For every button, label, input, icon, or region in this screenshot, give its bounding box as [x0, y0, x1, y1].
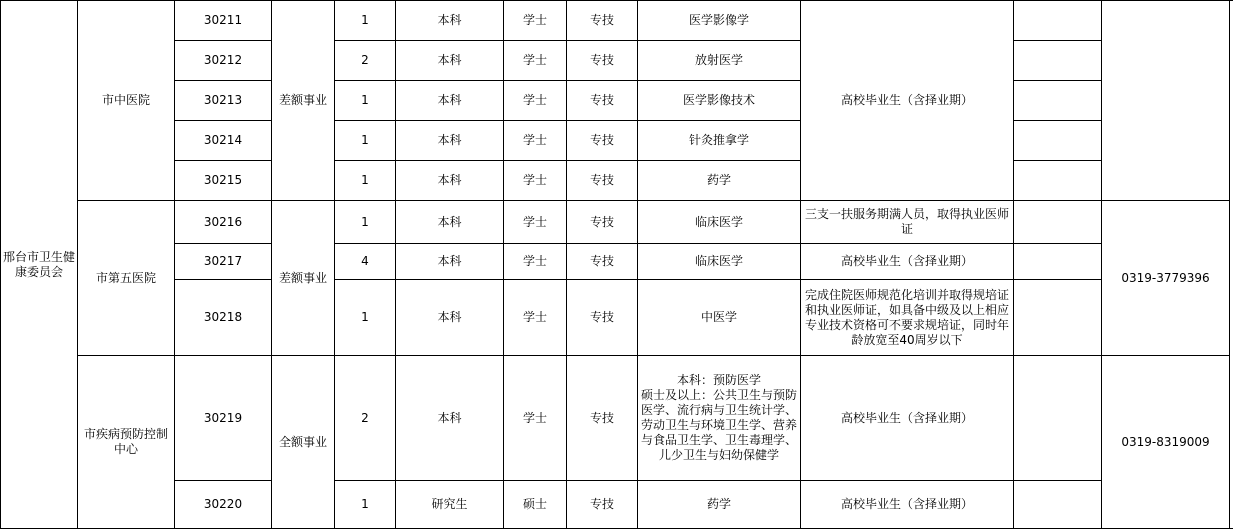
education-cell: 本科	[396, 356, 504, 481]
position-code-cell: 30216	[175, 201, 272, 244]
degree-cell: 硕士	[504, 481, 567, 529]
condition-cell: 高校毕业生（含择业期）	[801, 244, 1014, 280]
empty-cell	[1014, 121, 1102, 161]
empty-cell	[1014, 356, 1102, 481]
empty-cell	[1014, 1, 1102, 41]
condition-cell: 三支一扶服务期满人员，取得执业医师证	[801, 201, 1014, 244]
major-cell: 针灸推拿学	[638, 121, 801, 161]
headcount-cell: 1	[335, 121, 396, 161]
position-code-cell: 30213	[175, 81, 272, 121]
headcount-cell: 1	[335, 161, 396, 201]
funding-type-cell: 差额事业	[272, 1, 335, 201]
table-row	[1, 481, 1233, 529]
education-cell: 本科	[396, 81, 504, 121]
empty-cell	[1014, 201, 1102, 244]
employer-cell: 邢台市卫生健康委员会	[1, 1, 78, 529]
table-row	[1, 41, 1233, 81]
category-cell: 专技	[567, 280, 638, 356]
position-code-cell: 30214	[175, 121, 272, 161]
major-cell: 放射医学	[638, 41, 801, 81]
category-cell: 专技	[567, 161, 638, 201]
headcount-cell: 1	[335, 1, 396, 41]
major-cell: 药学	[638, 161, 801, 201]
position-code-cell: 30217	[175, 244, 272, 280]
degree-cell: 学士	[504, 161, 567, 201]
category-cell: 专技	[567, 201, 638, 244]
education-cell: 本科	[396, 244, 504, 280]
degree-cell: 学士	[504, 201, 567, 244]
condition-cell: 完成住院医师规范化培训并取得规培证和执业医师证，如具备中级及以上相应专业技术资格可不要求规培证，同时年龄放宽至40周岁以下	[801, 280, 1014, 356]
unit-name-cell: 市疾病预防控制中心	[78, 356, 175, 529]
degree-cell: 学士	[504, 41, 567, 81]
table-row	[1, 201, 1233, 244]
category-cell: 专技	[567, 1, 638, 41]
headcount-cell: 1	[335, 481, 396, 529]
education-cell: 本科	[396, 201, 504, 244]
condition-cell: 高校毕业生（含择业期）	[801, 1, 1014, 201]
headcount-cell: 4	[335, 244, 396, 280]
position-code-cell: 30215	[175, 161, 272, 201]
position-code-cell: 30218	[175, 280, 272, 356]
position-code-cell: 30219	[175, 356, 272, 481]
empty-cell	[1014, 280, 1102, 356]
degree-cell: 学士	[504, 280, 567, 356]
headcount-cell: 1	[335, 81, 396, 121]
position-code-cell: 30211	[175, 1, 272, 41]
empty-cell	[1014, 481, 1102, 529]
table-row	[1, 280, 1233, 356]
empty-cell	[1014, 41, 1102, 81]
edge-cell	[1230, 1, 1233, 529]
position-code-cell: 30220	[175, 481, 272, 529]
category-cell: 专技	[567, 244, 638, 280]
position-code-cell: 30212	[175, 41, 272, 81]
empty-cell	[1014, 161, 1102, 201]
table-row	[1, 356, 1233, 481]
table-row	[1, 121, 1233, 161]
major-cell: 临床医学	[638, 201, 801, 244]
condition-cell: 高校毕业生（含择业期）	[801, 356, 1014, 481]
category-cell: 专技	[567, 121, 638, 161]
education-cell: 本科	[396, 280, 504, 356]
major-cell: 临床医学	[638, 244, 801, 280]
unit-name-cell: 市中医院	[78, 1, 175, 201]
headcount-cell: 2	[335, 41, 396, 81]
empty-cell	[1014, 244, 1102, 280]
major-cell: 中医学	[638, 280, 801, 356]
degree-cell: 学士	[504, 356, 567, 481]
table-row	[1, 161, 1233, 201]
major-cell: 药学	[638, 481, 801, 529]
unit-name-cell: 市第五医院	[78, 201, 175, 356]
education-cell: 本科	[396, 161, 504, 201]
education-cell: 本科	[396, 41, 504, 81]
category-cell: 专技	[567, 81, 638, 121]
education-cell: 本科	[396, 121, 504, 161]
category-cell: 专技	[567, 481, 638, 529]
funding-type-cell: 差额事业	[272, 201, 335, 356]
major-cell: 医学影像学	[638, 1, 801, 41]
headcount-cell: 1	[335, 201, 396, 244]
table-row	[1, 1, 1233, 41]
contact-cell	[1102, 1, 1230, 201]
headcount-cell: 2	[335, 356, 396, 481]
condition-cell: 高校毕业生（含择业期）	[801, 481, 1014, 529]
headcount-cell: 1	[335, 280, 396, 356]
major-cell: 医学影像技术	[638, 81, 801, 121]
degree-cell: 学士	[504, 81, 567, 121]
category-cell: 专技	[567, 356, 638, 481]
major-cell: 本科：预防医学 硕士及以上：公共卫生与预防医学、流行病与卫生统计学、劳动卫生与环境卫生学、营养与食品卫生学、卫生毒理学、儿少卫生与妇幼保健学	[638, 356, 801, 481]
funding-type-cell: 全额事业	[272, 356, 335, 529]
category-cell: 专技	[567, 41, 638, 81]
contact-cell: 0319-8319009	[1102, 356, 1230, 529]
empty-cell	[1014, 81, 1102, 121]
table-row	[1, 244, 1233, 280]
education-cell: 本科	[396, 1, 504, 41]
education-cell: 研究生	[396, 481, 504, 529]
degree-cell: 学士	[504, 1, 567, 41]
degree-cell: 学士	[504, 244, 567, 280]
contact-cell: 0319-3779396	[1102, 201, 1230, 356]
table-row	[1, 81, 1233, 121]
degree-cell: 学士	[504, 121, 567, 161]
